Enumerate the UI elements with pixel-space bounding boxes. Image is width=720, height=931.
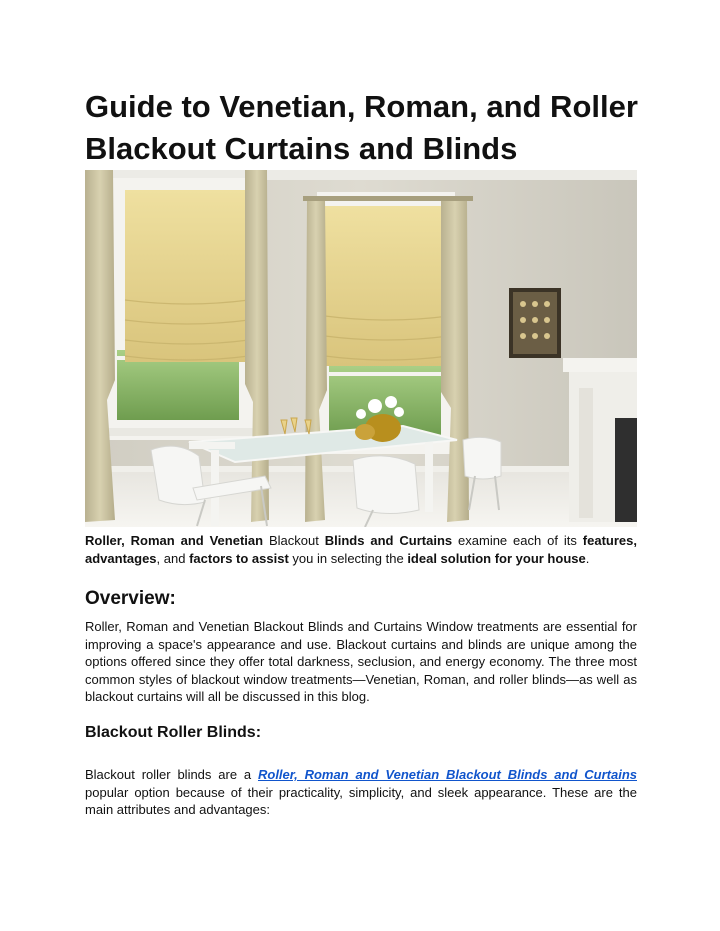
- document-title: Guide to Venetian, Roman, and Roller Blackout Curtains and Blinds: [85, 89, 638, 166]
- overview-paragraph: Roller, Roman and Venetian Blackout Blinds and Curtains Window treatments are essential for improving a space's appearance and use. Blackout curtains and blinds are unique among the options offered since they offer total darkness, seclusion, and energy economy. The three most common styles of blackout window treatments—Venetian, Roman, and roller blinds—as well as blackout curtains will all be discussed in this blog.: [85, 619, 637, 705]
- roller-paragraph: Blackout roller blinds are a Roller, Roman and Venetian Blackout Blinds and Curtains popular option because of their practicality, simplicity, and sleek appearance. These are the main attributes and advantages:: [85, 767, 637, 818]
- roller-heading: Blackout Roller Blinds:: [85, 724, 262, 741]
- hero-image: [85, 170, 637, 527]
- overview-heading: Overview:: [85, 588, 176, 609]
- intro-paragraph: Roller, Roman and Venetian Blackout Blinds and Curtains examine each of its features, advantages, and factors to assist you in selecting the ideal solution for your house.: [85, 533, 637, 566]
- blinds-curtains-link[interactable]: Roller, Roman and Venetian Blackout Blinds and Curtains: [257, 767, 637, 782]
